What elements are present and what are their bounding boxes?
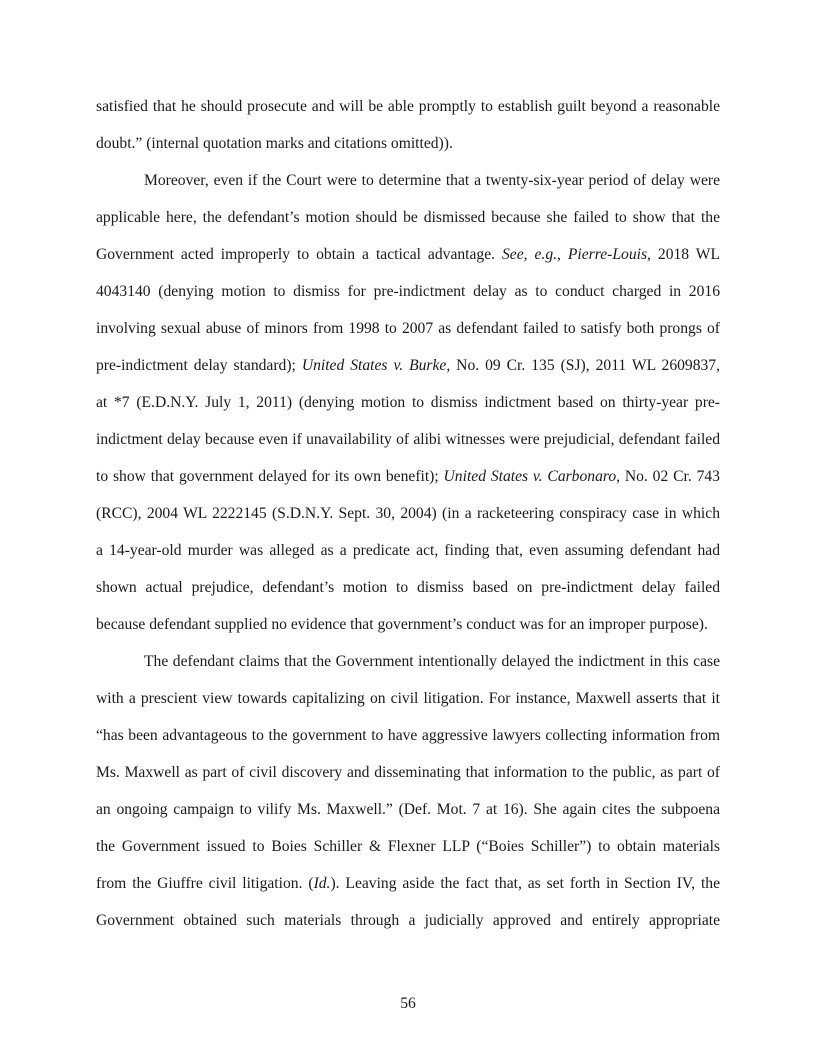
- paragraph-2: [96, 162, 720, 643]
- text-line: (RCC), 2004 WL 2222145 (S.D.N.Y. Sept. 30, 2004) (in a racketeering conspiracy case in which: [96, 505, 720, 522]
- text-line: Government obtained such materials through a judicially approved and entirely appropriate: [96, 912, 720, 929]
- text-line: a 14-year-old murder was alleged as a predicate act, finding that, even assuming defendant had: [96, 542, 720, 559]
- text-line: “has been advantageous to the government to have aggressive lawyers collecting information from: [96, 727, 720, 744]
- text-line: applicable here, the defendant’s motion should be dismissed because she failed to show that the: [96, 209, 720, 226]
- case-citation-signal: See, e.g.: [502, 246, 558, 263]
- paragraph-3: [96, 643, 720, 939]
- id-citation: Id.: [313, 875, 331, 892]
- text-line: pre-indictment delay standard); United States v. Burke, No. 09 Cr. 135 (SJ), 2011 WL 2609837,: [96, 357, 720, 374]
- text-line: indictment delay because even if unavailability of alibi witnesses were prejudicial, defendant failed: [96, 431, 720, 448]
- text-line: the Government issued to Boies Schiller & Flexner LLP (“Boies Schiller”) to obtain materials: [96, 838, 720, 855]
- text-line: at *7 (E.D.N.Y. July 1, 2011) (denying motion to dismiss indictment based on thirty-year pre-: [96, 394, 720, 411]
- text-line: Moreover, even if the Court were to determine that a twenty-six-year period of delay were: [144, 172, 720, 189]
- case-name: Pierre-Louis: [567, 246, 648, 263]
- text-line: doubt.” (internal quotation marks and citations omitted)).: [96, 135, 453, 152]
- text-line: an ongoing campaign to vilify Ms. Maxwell.” (Def. Mot. 7 at 16). She again cites the subpoena: [96, 801, 720, 818]
- case-name: United States v. Burke: [301, 357, 447, 374]
- text-line: because defendant supplied no evidence that government’s conduct was for an improper purpose).: [96, 616, 708, 633]
- text-line: shown actual prejudice, defendant’s motion to dismiss based on pre-indictment delay failed: [96, 579, 720, 596]
- text-line: from the Giuffre civil litigation. (Id.). Leaving aside the fact that, as set forth in Section IV, the: [96, 875, 721, 892]
- text-line: with a prescient view towards capitalizing on civil litigation. For instance, Maxwell asserts that it: [96, 690, 720, 707]
- page-number: 56: [400, 995, 416, 1012]
- text-line: satisfied that he should prosecute and will be able promptly to establish guilt beyond a reasonable: [96, 98, 720, 115]
- paragraph-1: [96, 88, 720, 162]
- text-line: Ms. Maxwell as part of civil discovery and disseminating that information to the public, as part of: [96, 764, 720, 781]
- text-line: Government acted improperly to obtain a tactical advantage. See, e.g., Pierre-Louis, 2018 WL: [96, 246, 721, 263]
- document-body: [96, 88, 720, 939]
- text-line: 4043140 (denying motion to dismiss for pre-indictment delay as to conduct charged in 2016: [96, 283, 720, 300]
- text-line: to show that government delayed for its own benefit); United States v. Carbonaro, No. 02 Cr. 743: [96, 468, 720, 485]
- text-line: involving sexual abuse of minors from 1998 to 2007 as defendant failed to satisfy both prongs of: [96, 320, 720, 337]
- case-name: United States v. Carbonaro: [443, 468, 617, 485]
- text-line: The defendant claims that the Government intentionally delayed the indictment in this case: [144, 653, 720, 670]
